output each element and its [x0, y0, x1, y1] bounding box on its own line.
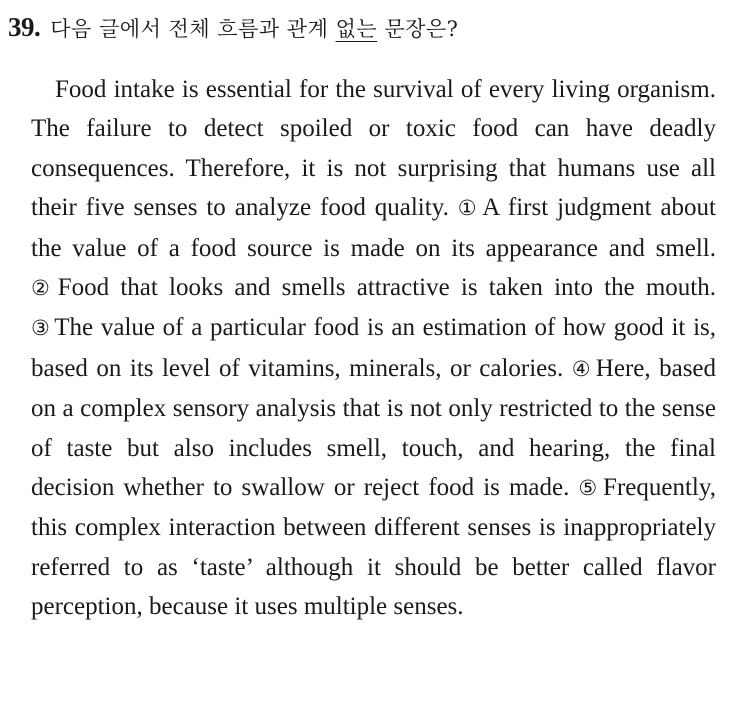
passage-sentence-group: The value of a particular food is an estimation of how good it is, based on its level of vitamins, minerals, or calories. [31, 314, 716, 382]
passage-sentence-group: A first judgment about the value of a food source is made on its appearance and smell. [31, 194, 717, 262]
question-header [8, 12, 458, 43]
sentence-marker: ④ [571, 356, 593, 381]
passage-sentence-group: Frequently, this complex interaction between different senses is inappropriately referred to as ‘taste’ although it should be better called flavor perception, because it uses multiple senses. [31, 474, 716, 621]
sentence-marker: ② [31, 276, 55, 301]
question-prompt-underlined: 없는 [335, 17, 378, 41]
question-number: 39. [8, 12, 41, 42]
question-prompt-end: 문장은? [377, 17, 459, 41]
passage-sentence-group: Food that looks and smells attractive is taken into the mouth. [57, 274, 717, 302]
passage-sentence-group: Food intake is essential for the survival of every living organism. The failure to detect spoiled or toxic food can have deadly consequences. Therefore, it is not surprising that humans use all their five senses to analyze food quality. [31, 76, 716, 222]
passage-text [31, 70, 716, 627]
sentence-marker: ③ [31, 316, 52, 341]
sentence-marker: ① [457, 196, 480, 221]
sentence-marker: ⑤ [578, 476, 601, 501]
question-prompt [50, 17, 458, 41]
passage-sentence-group: Here, based on a complex sensory analysis that is not only restricted to the sense of taste but also includes smell, touch, and hearing, the final decision whether to swallow or reject food is made. [31, 354, 717, 502]
question-prompt-start: 다음 글에서 전체 흐름과 관계 [50, 17, 336, 41]
